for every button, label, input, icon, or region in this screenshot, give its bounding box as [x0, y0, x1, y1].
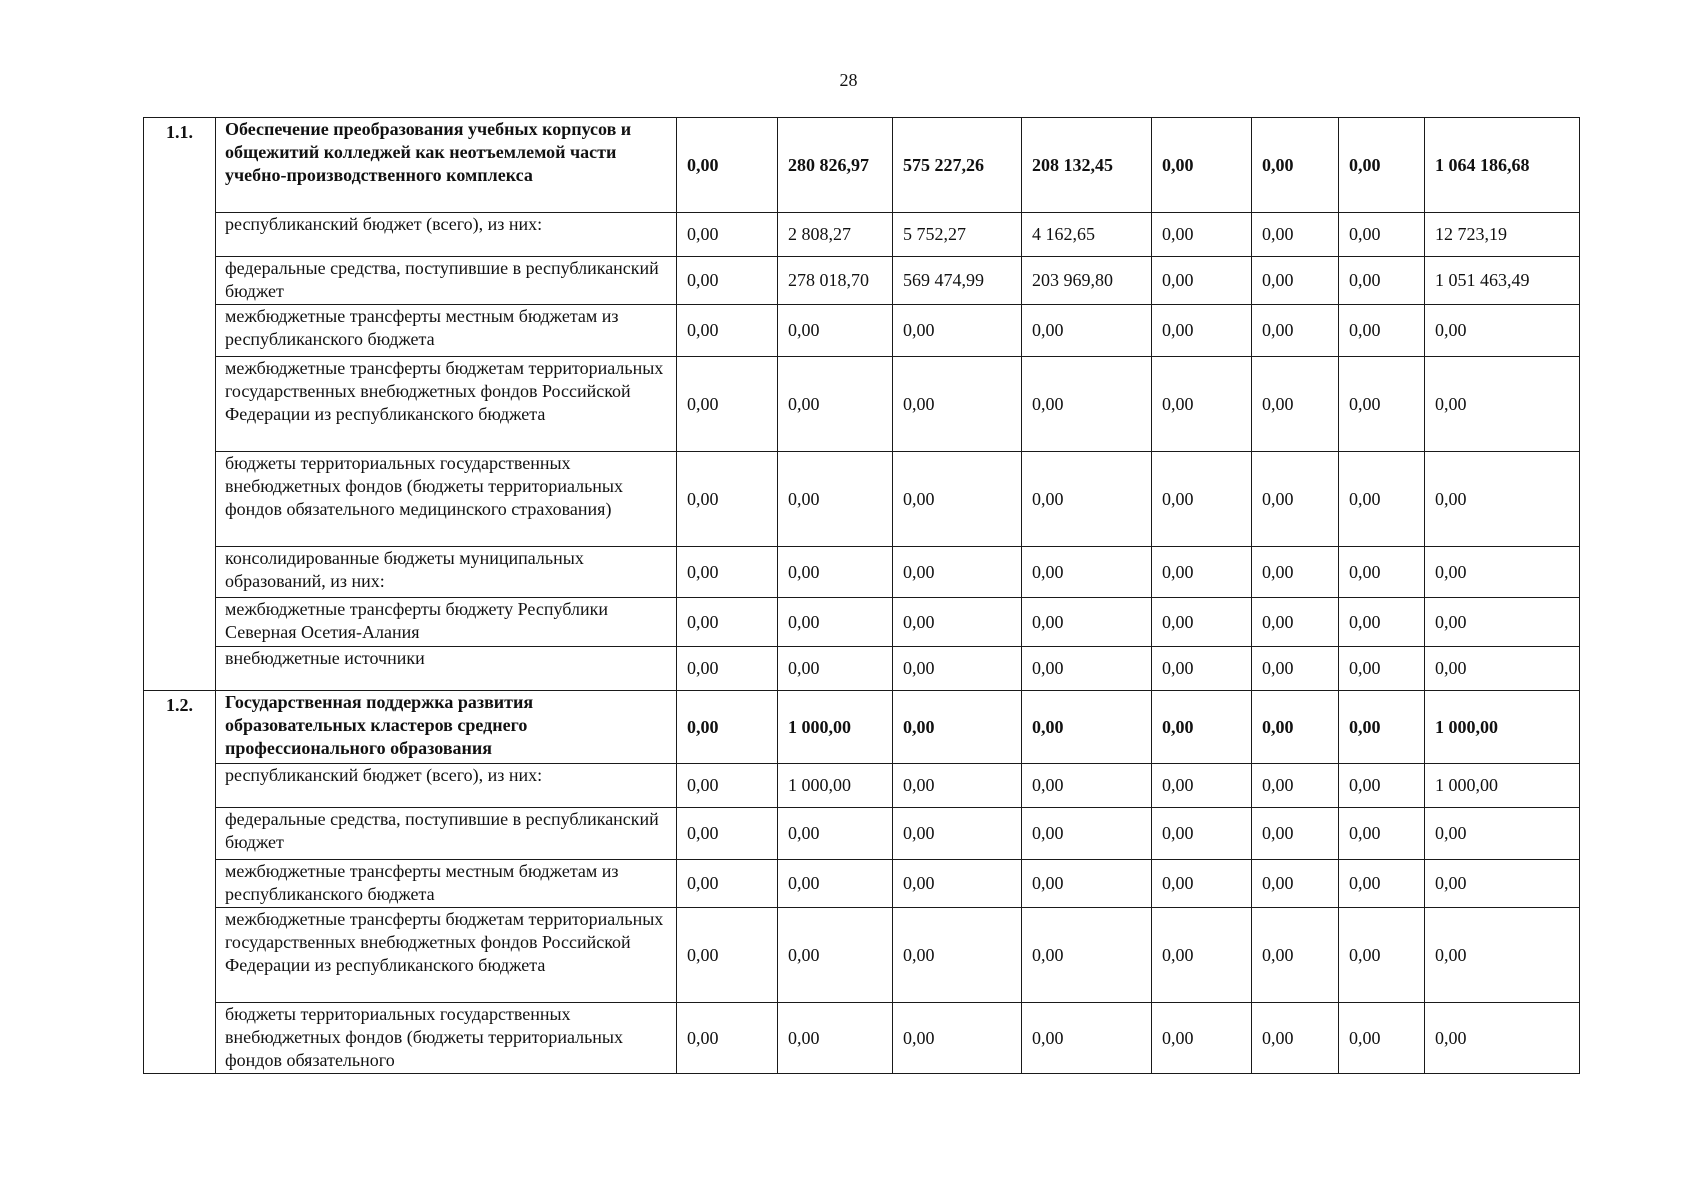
total-cell: 1 064 186,68 [1425, 118, 1580, 213]
value-cell: 0,00 [677, 357, 778, 452]
value-cell: 0,00 [677, 547, 778, 598]
value-cell: 0,00 [1022, 691, 1152, 764]
table-row [144, 357, 1580, 452]
table-row [144, 452, 1580, 547]
value-cell: 0,00 [677, 452, 778, 547]
section-header-row [144, 691, 1580, 764]
value-cell: 0,00 [1339, 808, 1425, 860]
value-cell: 0,00 [1339, 691, 1425, 764]
value-cell: 0,00 [1152, 1003, 1252, 1074]
value-cell: 0,00 [778, 547, 893, 598]
value-cell: 0,00 [1022, 908, 1152, 1003]
value-cell: 0,00 [1339, 860, 1425, 908]
value-cell: 203 969,80 [1022, 257, 1152, 305]
row-label: бюджеты территориальных государственных внебюджетных фондов (бюджеты территориальных фондов обязательного [216, 1003, 677, 1074]
value-cell: 0,00 [778, 908, 893, 1003]
value-cell: 0,00 [1022, 598, 1152, 647]
value-cell: 0,00 [1339, 1003, 1425, 1074]
value-cell: 0,00 [1022, 547, 1152, 598]
value-cell: 0,00 [893, 1003, 1022, 1074]
value-cell: 0,00 [1252, 305, 1339, 357]
row-label: межбюджетные трансферты бюджетам территориальных государственных внебюджетных фондов Российской Федерации из республиканского бюджета [216, 357, 677, 452]
value-cell: 0,00 [1152, 647, 1252, 691]
value-cell: 0,00 [1152, 764, 1252, 808]
row-label: межбюджетные трансферты бюджетам территориальных государственных внебюджетных фондов Российской Федерации из республиканского бюджета [216, 908, 677, 1003]
value-cell: 0,00 [1022, 808, 1152, 860]
value-cell: 0,00 [893, 860, 1022, 908]
value-cell: 0,00 [1339, 908, 1425, 1003]
value-cell: 0,00 [893, 647, 1022, 691]
value-cell: 0,00 [1252, 598, 1339, 647]
value-cell: 0,00 [893, 691, 1022, 764]
page-number: 28 [839, 70, 858, 90]
section-number: 1.2. [144, 691, 216, 1074]
value-cell: 0,00 [893, 357, 1022, 452]
value-cell: 0,00 [677, 598, 778, 647]
value-cell: 0,00 [1339, 305, 1425, 357]
table-row [144, 647, 1580, 691]
value-cell: 0,00 [1252, 647, 1339, 691]
value-cell: 0,00 [677, 305, 778, 357]
value-cell: 0,00 [893, 598, 1022, 647]
value-cell: 0,00 [1022, 452, 1152, 547]
value-cell: 208 132,45 [1022, 118, 1152, 213]
table-row [144, 213, 1580, 257]
total-cell: 0,00 [1425, 808, 1580, 860]
value-cell: 0,00 [1152, 598, 1252, 647]
row-label: внебюджетные источники [216, 647, 677, 691]
value-cell: 0,00 [1339, 764, 1425, 808]
total-cell: 1 000,00 [1425, 764, 1580, 808]
value-cell: 0,00 [778, 598, 893, 647]
value-cell: 1 000,00 [778, 691, 893, 764]
value-cell: 0,00 [1022, 764, 1152, 808]
value-cell: 2 808,27 [778, 213, 893, 257]
value-cell: 0,00 [1152, 213, 1252, 257]
section-header-row [144, 118, 1580, 213]
value-cell: 0,00 [1152, 118, 1252, 213]
value-cell: 0,00 [1152, 257, 1252, 305]
total-cell: 0,00 [1425, 1003, 1580, 1074]
value-cell: 0,00 [1152, 691, 1252, 764]
value-cell: 0,00 [1252, 547, 1339, 598]
budget-table [143, 117, 1580, 1074]
value-cell: 0,00 [1252, 908, 1339, 1003]
value-cell: 0,00 [1252, 357, 1339, 452]
value-cell: 575 227,26 [893, 118, 1022, 213]
value-cell: 0,00 [1152, 357, 1252, 452]
value-cell: 0,00 [677, 808, 778, 860]
section-number: 1.1. [144, 118, 216, 691]
total-cell: 0,00 [1425, 860, 1580, 908]
value-cell: 0,00 [1339, 547, 1425, 598]
value-cell: 0,00 [893, 808, 1022, 860]
section-title: Обеспечение преобразования учебных корпусов и общежитий колледжей как неотъемлемой части учебно-производственного комплекса [216, 118, 677, 213]
value-cell: 0,00 [1252, 691, 1339, 764]
row-label: республиканский бюджет (всего), из них: [216, 764, 677, 808]
row-label: консолидированные бюджеты муниципальных образований, из них: [216, 547, 677, 598]
table-row [144, 860, 1580, 908]
table-row [144, 1003, 1580, 1074]
table-row [144, 305, 1580, 357]
value-cell: 0,00 [1339, 257, 1425, 305]
value-cell: 0,00 [1152, 305, 1252, 357]
value-cell: 0,00 [893, 305, 1022, 357]
table-row [144, 598, 1580, 647]
section-title: Государственная поддержка развития образовательных кластеров среднего профессионального образования [216, 691, 677, 764]
value-cell: 0,00 [778, 452, 893, 547]
value-cell: 0,00 [1252, 257, 1339, 305]
value-cell: 0,00 [1022, 1003, 1152, 1074]
value-cell: 0,00 [1252, 860, 1339, 908]
value-cell: 0,00 [778, 1003, 893, 1074]
value-cell: 1 000,00 [778, 764, 893, 808]
value-cell: 0,00 [1152, 908, 1252, 1003]
value-cell: 0,00 [1339, 213, 1425, 257]
value-cell: 0,00 [1252, 213, 1339, 257]
total-cell: 0,00 [1425, 598, 1580, 647]
value-cell: 0,00 [1252, 118, 1339, 213]
row-label: межбюджетные трансферты местным бюджетам из республиканского бюджета [216, 860, 677, 908]
value-cell: 0,00 [778, 357, 893, 452]
value-cell: 0,00 [893, 452, 1022, 547]
value-cell: 0,00 [1339, 357, 1425, 452]
value-cell: 0,00 [1152, 808, 1252, 860]
table-row [144, 764, 1580, 808]
value-cell: 278 018,70 [778, 257, 893, 305]
value-cell: 0,00 [778, 647, 893, 691]
value-cell: 5 752,27 [893, 213, 1022, 257]
total-cell: 0,00 [1425, 547, 1580, 598]
total-cell: 0,00 [1425, 357, 1580, 452]
table-row [144, 257, 1580, 305]
row-label: бюджеты территориальных государственных внебюджетных фондов (бюджеты территориальных фондов обязательного медицинского страхования) [216, 452, 677, 547]
table-row [144, 808, 1580, 860]
total-cell: 0,00 [1425, 647, 1580, 691]
total-cell: 1 051 463,49 [1425, 257, 1580, 305]
value-cell: 0,00 [1152, 452, 1252, 547]
value-cell: 0,00 [1252, 808, 1339, 860]
value-cell: 0,00 [677, 860, 778, 908]
value-cell: 0,00 [677, 213, 778, 257]
table-row [144, 547, 1580, 598]
row-label: межбюджетные трансферты местным бюджетам из республиканского бюджета [216, 305, 677, 357]
value-cell: 0,00 [1252, 452, 1339, 547]
value-cell: 0,00 [677, 764, 778, 808]
total-cell: 0,00 [1425, 305, 1580, 357]
value-cell: 4 162,65 [1022, 213, 1152, 257]
value-cell: 0,00 [778, 808, 893, 860]
value-cell: 0,00 [1339, 647, 1425, 691]
total-cell: 1 000,00 [1425, 691, 1580, 764]
value-cell: 0,00 [1252, 764, 1339, 808]
value-cell: 0,00 [1339, 452, 1425, 547]
table-row [144, 908, 1580, 1003]
value-cell: 0,00 [677, 257, 778, 305]
value-cell: 0,00 [677, 691, 778, 764]
value-cell: 0,00 [677, 1003, 778, 1074]
value-cell: 0,00 [1339, 598, 1425, 647]
total-cell: 0,00 [1425, 452, 1580, 547]
row-label: федеральные средства, поступившие в республиканский бюджет [216, 257, 677, 305]
value-cell: 0,00 [893, 547, 1022, 598]
total-cell: 12 723,19 [1425, 213, 1580, 257]
value-cell: 0,00 [1152, 860, 1252, 908]
value-cell: 0,00 [778, 305, 893, 357]
value-cell: 0,00 [893, 764, 1022, 808]
value-cell: 0,00 [1022, 357, 1152, 452]
value-cell: 0,00 [778, 860, 893, 908]
value-cell: 0,00 [1252, 1003, 1339, 1074]
value-cell: 280 826,97 [778, 118, 893, 213]
row-label: межбюджетные трансферты бюджету Республики Северная Осетия-Алания [216, 598, 677, 647]
value-cell: 0,00 [1152, 547, 1252, 598]
value-cell: 0,00 [1339, 118, 1425, 213]
value-cell: 569 474,99 [893, 257, 1022, 305]
row-label: республиканский бюджет (всего), из них: [216, 213, 677, 257]
value-cell: 0,00 [677, 647, 778, 691]
total-cell: 0,00 [1425, 908, 1580, 1003]
row-label: федеральные средства, поступившие в республиканский бюджет [216, 808, 677, 860]
value-cell: 0,00 [677, 118, 778, 213]
value-cell: 0,00 [677, 908, 778, 1003]
value-cell: 0,00 [1022, 647, 1152, 691]
value-cell: 0,00 [1022, 860, 1152, 908]
value-cell: 0,00 [1022, 305, 1152, 357]
value-cell: 0,00 [893, 908, 1022, 1003]
